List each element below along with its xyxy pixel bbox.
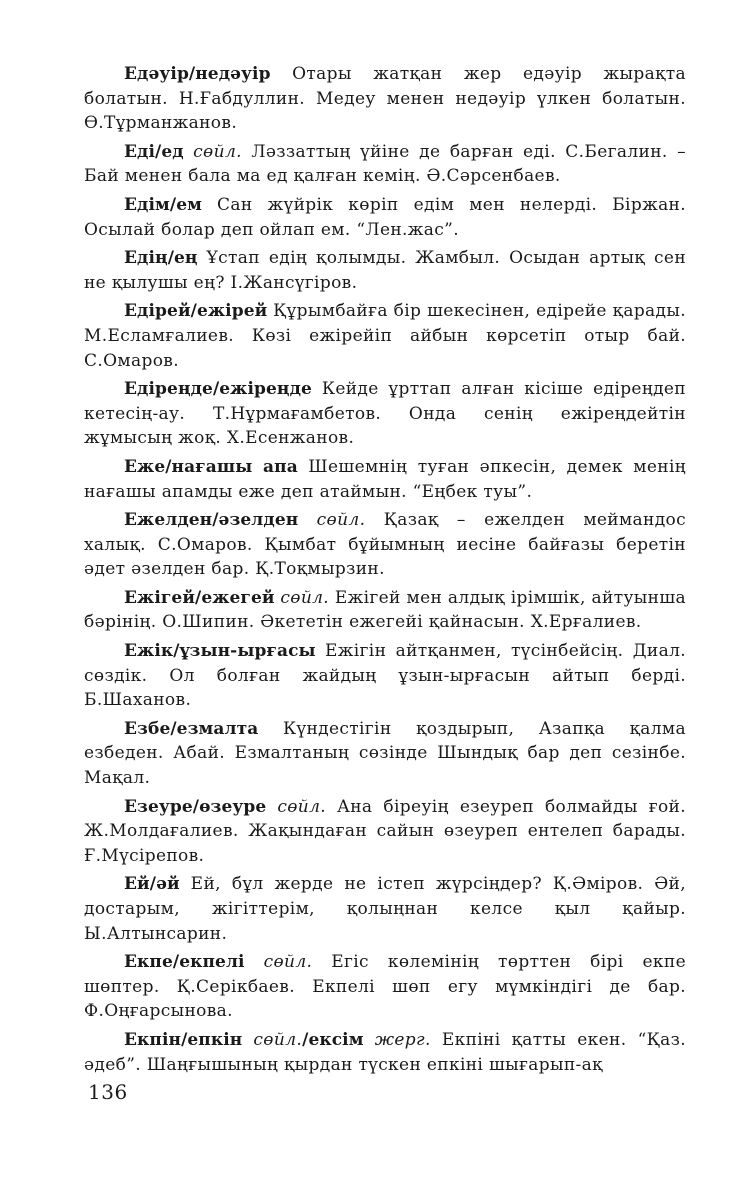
dictionary-entry xyxy=(84,872,686,946)
entry-headword: Едәуір/недәуір xyxy=(124,64,271,84)
entry-headword: Ежік/ұзын-ырғасы xyxy=(124,641,316,662)
entry-headword: Езбе/езмалта xyxy=(124,718,259,739)
dictionary-entry xyxy=(84,377,686,451)
entry-dialect-note: жерг. xyxy=(363,1029,431,1050)
entry-text: Егіс көлемінің төрттен бірі екпе шөптер. Қ.Серікбаев. Екпелі шөп егу мүмкіндігі де бар. Ф.Оңғарсынова. xyxy=(84,952,687,1022)
entry-text: Екпіні қатты екен. “Қаз. әдеб”. Шаңғышының қырдан түскен епкіні шығарып-ақ xyxy=(84,1029,686,1075)
entry-headword: Ей/әй xyxy=(124,874,180,895)
entry-text: Сан жүйрік көріп едім мен нелерді. Біржан. Осылай болар деп ойлап ем. “Лен.жас”. xyxy=(84,194,686,240)
entry-style-note: сөйл. xyxy=(274,587,330,608)
dictionary-entry xyxy=(84,586,686,635)
entry-text: Ұстап едің қолымды. Жамбыл. Осыдан артық сен не қылушы ең? І.Жансүгіров. xyxy=(84,248,686,293)
dictionary-entry xyxy=(84,193,686,242)
entry-headword: Екпе/екпелі xyxy=(124,952,245,973)
dictionary-entry xyxy=(84,246,686,295)
page-number: 136 xyxy=(88,1080,128,1104)
entry-text: Шешемнің туған әпкесін, демек менің нағашы апамды еже деп атаймын. “Еңбек туы”. xyxy=(84,456,686,502)
entry-style-note: сөйл. xyxy=(266,796,327,817)
entry-slash: / xyxy=(302,1029,309,1050)
entry-text: Құрымбайға бір шекесінен, едірейе қарады. М.Есламғалиев. Көзі ежірейіп айбын көрсетіп отыр бай. С.Омаров. xyxy=(84,301,686,371)
dictionary-entry xyxy=(84,140,686,189)
entry-headword: Едім/ем xyxy=(124,194,203,215)
dictionary-entry xyxy=(84,639,686,713)
entry-headword: Еже/нағашы апа xyxy=(124,456,298,477)
dictionary-entry-ekpin xyxy=(84,1028,686,1077)
entry-headword: Едің/ең xyxy=(124,248,198,269)
dictionary-entry xyxy=(84,299,686,373)
entry-text: Отары жатқан жер едәуір жырақта болатын. Н.Ғабдуллин. Медеу менен недәуір үлкен болатын. Ө.Тұрманжанов. xyxy=(84,64,686,134)
dictionary-entry xyxy=(84,455,686,504)
entry-text: Ләззаттың үйіне де барған еді. С.Бегалин. – Бай менен бала ма ед қалған кемің. Ә.Сәрсенбаев. xyxy=(84,141,686,187)
dictionary-entry xyxy=(84,795,686,869)
entry-headword: Екпін/епкін xyxy=(124,1029,243,1050)
entry-text: Ей, бұл жерде не істеп жүрсіңдер? Қ.Әміров. Әй, достарым, жігіттерім, қолыңнан келсе қыл қайыр. Ы.Алтынсарин. xyxy=(84,874,686,944)
entry-text: Ана біреуің езеуреп болмайды ғой. Ж.Молдағалиев. Жақындаған сайын өзеуреп ентелеп барады. Ғ.Мүсірепов. xyxy=(84,796,686,866)
entry-style-note: сөйл. xyxy=(244,952,313,973)
entry-headword: Едіреңде/ежіреңде xyxy=(124,379,312,400)
dictionary-entry xyxy=(84,508,686,582)
dictionary-entry xyxy=(84,717,686,791)
entries-list xyxy=(84,62,686,1024)
entry-text: Ежігін айтқанмен, түсінбейсің. Диал. сөздік. Ол болған жайдың ұзын-ырғасын айтып берді. Б.Шаханов. xyxy=(84,641,686,711)
entry-headword: Езеуре/өзеуре xyxy=(124,796,267,817)
entry-style-note: сөйл. xyxy=(183,141,242,162)
entry-style-note: сөйл. xyxy=(298,510,366,531)
entry-headword: Едірей/ежірей xyxy=(124,301,268,322)
dictionary-entry xyxy=(84,950,686,1024)
entry-headword: Ежігей/ежегей xyxy=(124,587,275,608)
entry-text: Күндестігін қоздырып, Азапқа қалма езбеден. Абай. Езмалтаның сөзінде Шындық бар деп сезінбе. Мақал. xyxy=(84,718,686,789)
entry-text: Ежігей мен алдық ірімшік, айтуынша бәрінің. О.Шипин. Әкететін ежегейі қайнасын. Х.Ерғалиев. xyxy=(84,587,687,633)
entry-headword: Ежелден/әзелден xyxy=(124,510,299,531)
entry-headword: Еді/ед xyxy=(124,141,184,162)
entry-style-note: сөйл. xyxy=(242,1029,303,1050)
entry-headword-variant: ексім xyxy=(308,1029,364,1050)
entry-text: Кейде ұрттап алған кісіше едіреңдеп кетесің-ау. Т.Нұрмағамбетов. Онда сенің ежіреңдейтін жұмысың жоқ. Х.Есенжанов. xyxy=(84,379,686,449)
dictionary-entry xyxy=(84,62,686,136)
entry-text: Қазақ – ежелден меймандос халық. С.Омаров. Қымбат бұйымның иесіне байғазы беретін әдет әзелден бар. Қ.Тоқмырзин. xyxy=(84,510,686,580)
dictionary-page xyxy=(84,62,686,1081)
